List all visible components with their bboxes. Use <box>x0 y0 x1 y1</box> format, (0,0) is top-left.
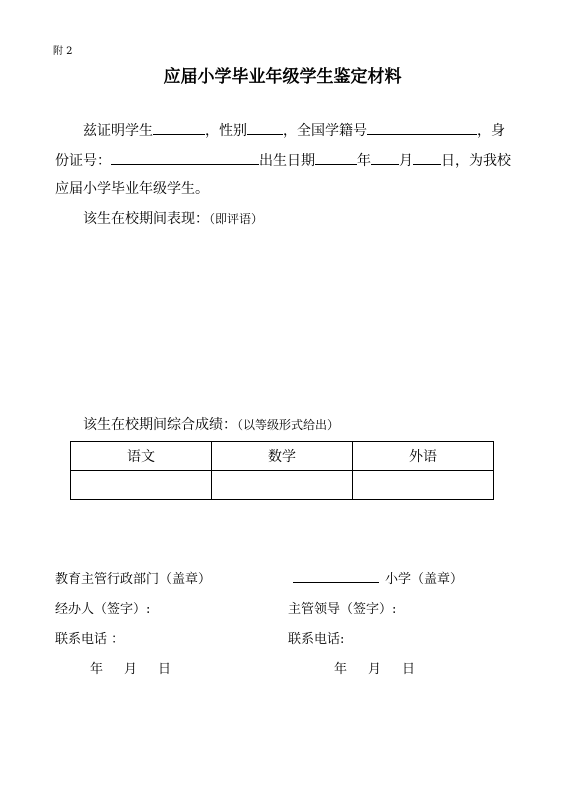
student-id-blank[interactable] <box>367 120 477 135</box>
leader-signature: 主管领导（签字）: <box>288 602 397 617</box>
performance-note: （即评语） <box>209 212 264 226</box>
certify-text-month: 月 <box>399 153 413 169</box>
performance-label <box>83 210 263 228</box>
education-dept-seal: 教育主管行政部门（盖章） <box>55 572 212 587</box>
certify-text-graduate: 应届小学毕业年级学生。 <box>55 181 209 197</box>
certify-line-1 <box>83 120 505 140</box>
birth-month-blank[interactable] <box>371 150 399 165</box>
left-contact-phone: 联系电话 ： <box>55 632 125 647</box>
left-date <box>90 658 171 677</box>
birth-day-blank[interactable] <box>413 150 441 165</box>
school-seal <box>293 568 463 587</box>
grades-label <box>83 416 339 434</box>
certify-line-2 <box>55 150 511 170</box>
left-date-year: 年 <box>90 662 104 677</box>
grades-table <box>70 441 494 500</box>
right-date-day: 日 <box>402 662 416 677</box>
left-date-day: 日 <box>158 662 172 677</box>
right-date-year: 年 <box>334 662 348 677</box>
certify-text-birth: 出生日期 <box>259 153 315 169</box>
grade-cell-chinese[interactable] <box>71 471 212 500</box>
grades-header-row <box>71 442 494 471</box>
handler-signature: 经办人（签字）: <box>55 602 151 617</box>
school-name-blank[interactable] <box>293 569 379 583</box>
grades-value-row <box>71 471 494 500</box>
grade-cell-foreign-language[interactable] <box>353 471 494 500</box>
grades-label-text: 该生在校期间综合成绩： <box>83 417 237 433</box>
grades-header-chinese: 语文 <box>71 442 212 471</box>
right-contact-phone: 联系电话: <box>288 632 345 647</box>
right-date-month: 月 <box>368 662 382 677</box>
certify-text-year: 年 <box>357 153 371 169</box>
right-date <box>334 658 415 677</box>
attachment-number: 附 2 <box>53 46 73 57</box>
certify-line-3 <box>55 180 209 198</box>
grades-note: （以等级形式给出） <box>237 418 340 432</box>
student-name-blank[interactable] <box>153 120 205 135</box>
birth-year-blank[interactable] <box>315 150 357 165</box>
gender-blank[interactable] <box>247 120 283 135</box>
id-number-blank[interactable] <box>111 150 259 165</box>
grades-header-math: 数学 <box>212 442 353 471</box>
certify-text-day: 日，为我校 <box>441 153 511 169</box>
school-seal-text: 小学（盖章） <box>385 572 464 587</box>
certify-text-gender: ，性别 <box>205 123 247 139</box>
certify-text-id-part1: ，身 <box>477 123 505 139</box>
certify-text-id-part2: 份证号： <box>55 153 111 169</box>
left-date-month: 月 <box>124 662 138 677</box>
performance-comment-area[interactable] <box>70 234 494 404</box>
performance-label-text: 该生在校期间表现： <box>83 211 209 227</box>
certify-text-student: 兹证明学生 <box>83 123 153 139</box>
certify-text-student-id: ，全国学籍号 <box>283 123 367 139</box>
document-title: 应届小学毕业年级学生鉴定材料 <box>163 67 402 87</box>
grades-header-foreign-language: 外语 <box>353 442 494 471</box>
grade-cell-math[interactable] <box>212 471 353 500</box>
